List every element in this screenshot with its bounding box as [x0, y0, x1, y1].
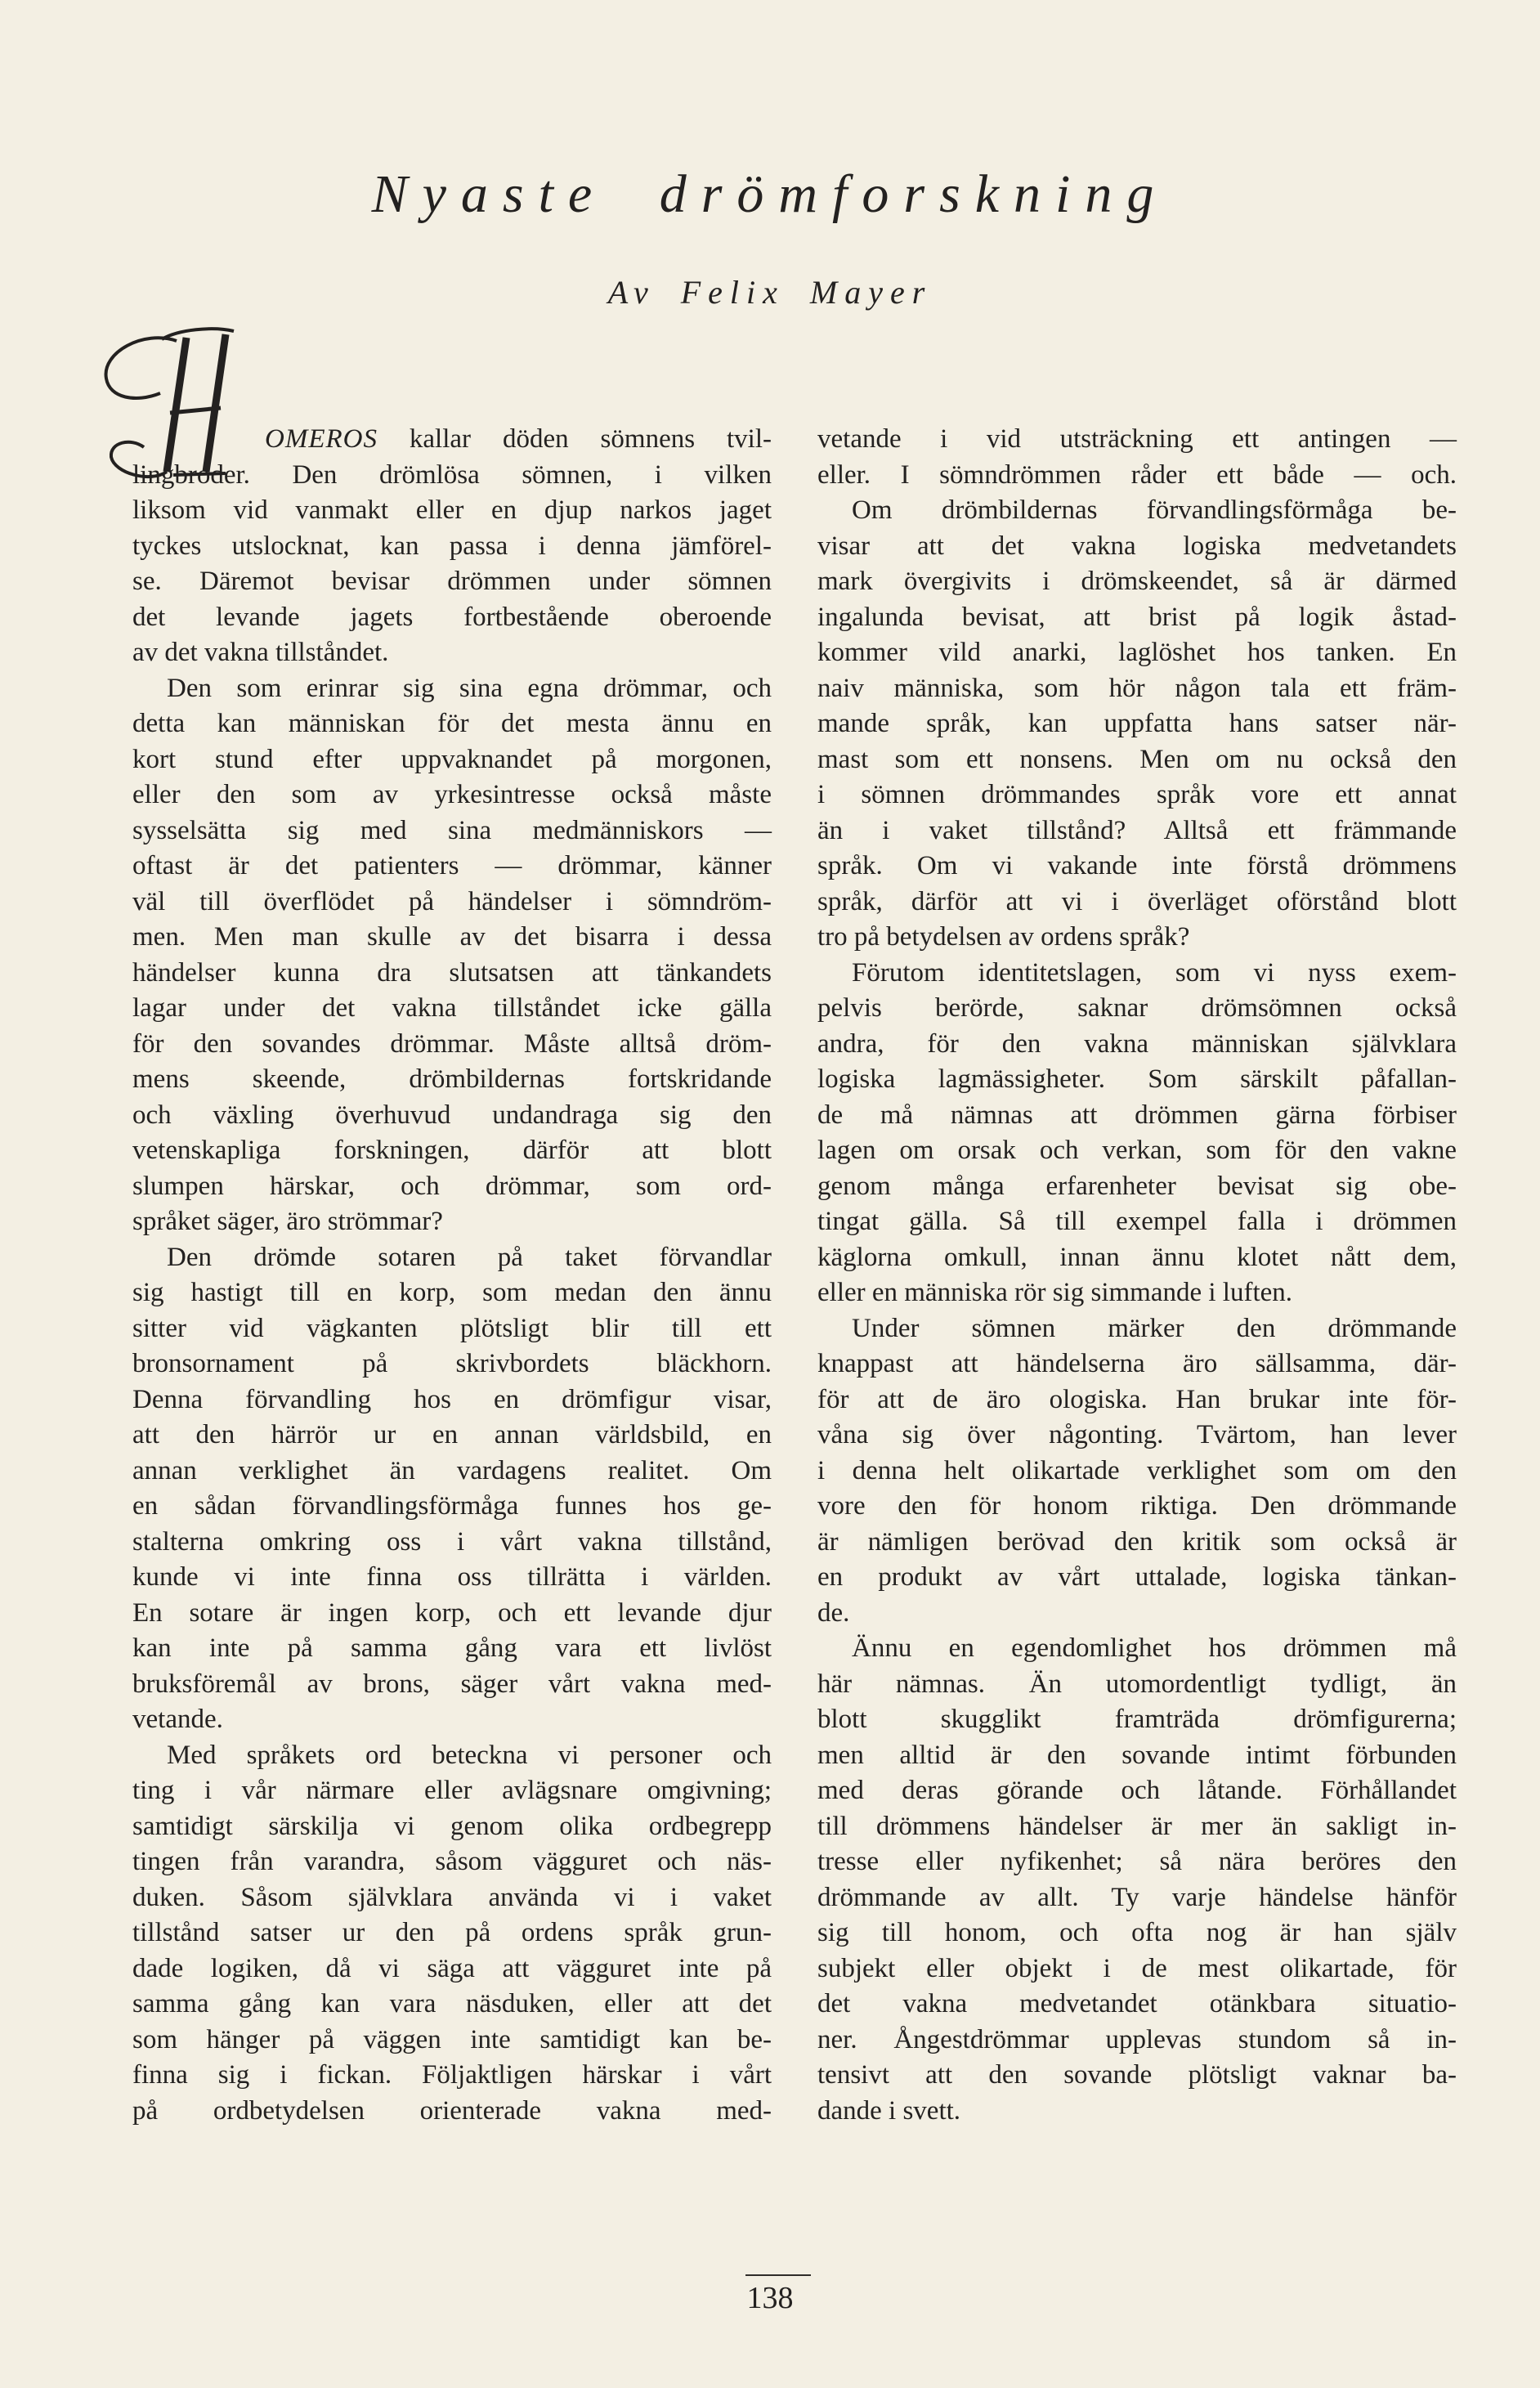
page-number: 138 — [746, 2281, 794, 2315]
right-line: men alltid är den sovande intimt förbunden — [817, 1740, 1457, 1770]
left-line: slumpen härskar, och drömmar, som ord- — [132, 1171, 772, 1201]
article-byline: Av Felix Mayer — [607, 274, 933, 311]
left-line: som hänger på väggen inte samtidigt kan be- — [132, 2024, 772, 2054]
left-line: sig hastigt till en korp, som medan den ännu — [132, 1278, 772, 1307]
left-line: bruksföremål av brons, säger vårt vakna med- — [132, 1669, 772, 1699]
left-line: OMEROS kallar döden sömnens tvil- — [265, 424, 772, 454]
right-line: Om drömbildernas förvandlingsförmåga be- — [852, 495, 1457, 525]
right-column — [817, 422, 1457, 2129]
right-line: är nämligen berövad den kritik som också är — [817, 1526, 1457, 1557]
right-line: det vakna medvetandet otänkbara situatio- — [817, 1989, 1457, 2018]
left-line: av det vakna tillståndet. — [132, 638, 389, 667]
right-line: i denna helt olikartade verklighet som om den — [817, 1455, 1457, 1485]
right-line: mande språk, kan uppfatta hans satser när- — [817, 709, 1457, 738]
right-line: våna sig över någonting. Tvärtom, han lever — [817, 1420, 1457, 1449]
right-line: till drömmens händelser är mer än sakligt in- — [817, 1811, 1457, 1841]
right-line: för att de äro ologiska. Han brukar inte för- — [817, 1384, 1457, 1414]
right-line: käglorna omkull, innan ännu klotet nått dem, — [817, 1242, 1457, 1272]
right-line: drömmande av allt. Ty varje händelse hänför — [817, 1882, 1457, 1912]
left-line: finna sig i fickan. Följaktligen härskar i vårt — [132, 2060, 772, 2090]
right-line: de. — [817, 1597, 850, 1628]
left-line: väl till överflödet på händelser i sömndröm- — [132, 886, 772, 916]
right-line: tresse eller nyfikenhet; så nära beröres den — [817, 1847, 1457, 1876]
right-line: sig till honom, och ofta nog är han själv — [817, 1918, 1457, 1947]
left-line: kort stund efter uppvaknandet på morgonen, — [132, 744, 772, 774]
left-line: Denna förvandling hos en drömfigur visar, — [132, 1384, 772, 1414]
left-line: en sådan förvandlingsförmåga funnes hos ge- — [132, 1491, 772, 1521]
left-line: språket säger, äro strömmar? — [132, 1207, 443, 1236]
left-line: vetenskapliga forskningen, därför att blott — [132, 1136, 772, 1165]
right-line: subjekt eller objekt i de mest olikartade, för — [817, 1953, 1457, 1983]
left-line: mens skeende, drömbildernas fortskridande — [132, 1064, 772, 1094]
left-line: eller den som av yrkesintresse också måste — [132, 780, 772, 809]
left-line: och växling överhuvud undandraga sig den — [132, 1100, 772, 1130]
right-line: med deras görande och låtande. Förhållandet — [817, 1776, 1457, 1805]
left-line: ting i vår närmare eller avlägsnare omgivning; — [132, 1776, 772, 1805]
right-line: tro på betydelsen av ordens språk? — [817, 922, 1190, 952]
left-line: duken. Såsom självklara använda vi i vaket — [132, 1882, 772, 1912]
left-line: lingbroder. Den drömlösa sömnen, i vilken — [132, 459, 772, 490]
left-line: tyckes utslocknat, kan passa i denna jämförel- — [132, 531, 772, 561]
right-line: vetande i vid utsträckning ett antingen — — [817, 424, 1457, 454]
right-line: språk, därför att vi i överläget oförstånd blott — [817, 886, 1457, 916]
article-title: Nyaste drömforskning — [371, 164, 1169, 224]
right-line: språk. Om vi vakande inte förstå drömmens — [817, 851, 1457, 880]
right-line: Förutom identitetslagen, som vi nyss exem- — [852, 957, 1457, 988]
right-line: kommer vild anarki, laglöshet hos tanken. En — [817, 638, 1457, 667]
left-line: vetande. — [132, 1705, 223, 1734]
right-line: pelvis berörde, saknar drömsömnen också — [817, 993, 1457, 1023]
left-line: dade logiken, då vi säga att vägguret inte på — [132, 1953, 772, 1983]
left-column — [132, 422, 772, 2129]
left-line: kan inte på samma gång vara ett livlöst — [132, 1633, 772, 1663]
left-line: bronsornament på skrivbordets bläckhorn. — [132, 1349, 772, 1378]
left-line: på ordbetydelsen orienterade vakna med- — [132, 2095, 772, 2126]
left-line: Med språkets ord beteckna vi personer och — [167, 1740, 772, 1770]
right-line: Under sömnen märker den drömmande — [852, 1313, 1457, 1343]
left-line: detta kan människan för det mesta ännu en — [132, 709, 772, 738]
left-line: det levande jagets fortbestående oberoende — [132, 602, 772, 632]
first-word: OMEROS — [265, 424, 378, 454]
right-line: ner. Ångestdrömmar upplevas stundom så in- — [817, 2024, 1457, 2054]
left-line: kunde vi inte finna oss tillrätta i världen. — [132, 1562, 772, 1592]
right-line: genom många erfarenheter bevisat sig obe- — [817, 1171, 1457, 1201]
left-line: men. Men man skulle av det bisarra i dessa — [132, 922, 772, 952]
right-line: visar att det vakna logiska medvetandets — [817, 531, 1457, 561]
right-line: dande i svett. — [817, 2095, 961, 2126]
left-line: samtidigt särskilja vi genom olika ordbegrepp — [132, 1811, 772, 1841]
left-line: Den drömde sotaren på taket förvandlar — [167, 1242, 772, 1272]
left-line: stalterna omkring oss i vårt vakna tillstånd, — [132, 1526, 772, 1557]
right-line: än i vaket tillstånd? Alltså ett främmande — [817, 815, 1457, 845]
left-line: Den som erinrar sig sina egna drömmar, och — [167, 673, 772, 703]
right-line: logiska lagmässigheter. Som särskilt påfallan- — [817, 1064, 1457, 1094]
right-line: mast som ett nonsens. Men om nu också den — [817, 744, 1457, 774]
left-line: lagar under det vakna tillståndet icke gälla — [132, 993, 772, 1023]
right-line: vore den för honom riktiga. Den drömmande — [817, 1491, 1457, 1521]
left-line: annan verklighet än vardagens realitet. Om — [132, 1455, 772, 1485]
right-line: ingalunda bevisat, att brist på logik åstad- — [817, 602, 1457, 632]
left-line: sitter vid vägkanten plötsligt blir till ett — [132, 1313, 772, 1343]
right-line: blott skugglikt framträda drömfigurerna; — [817, 1705, 1457, 1734]
right-line: tingat gälla. Så till exempel falla i drömmen — [817, 1207, 1457, 1236]
left-line: sysselsätta sig med sina medmänniskors — — [132, 815, 772, 845]
right-line: naiv människa, som hör någon tala ett främ- — [817, 673, 1457, 703]
left-line: liksom vid vanmakt eller en djup narkos jaget — [132, 495, 772, 525]
left-line: samma gång kan vara näsduken, eller att det — [132, 1989, 772, 2018]
left-line: för den sovandes drömmar. Måste alltså dröm- — [132, 1028, 772, 1059]
right-line: mark övergivits i drömskeendet, så är därmed — [817, 567, 1457, 596]
right-line: eller. I sömndrömmen råder ett både — och. — [817, 459, 1457, 490]
right-line: de må nämnas att drömmen gärna förbiser — [817, 1100, 1457, 1130]
page-rule — [745, 2274, 811, 2276]
left-line: händelser kunna dra slutsatsen att tänkandets — [132, 957, 772, 988]
left-line: oftast är det patienters — drömmar, känner — [132, 851, 772, 880]
left-line: se. Däremot bevisar drömmen under sömnen — [132, 567, 772, 596]
left-line: tillstånd satser ur den på ordens språk grun- — [132, 1918, 772, 1947]
left-line: tingen från varandra, såsom vägguret och näs- — [132, 1847, 772, 1876]
right-line: här nämnas. Än utomordentligt tydligt, än — [817, 1669, 1457, 1699]
right-line: andra, för den vakna människan självklara — [817, 1028, 1457, 1059]
right-line: tensivt att den sovande plötsligt vaknar ba- — [817, 2060, 1457, 2090]
right-line: lagen om orsak och verkan, som för den vakne — [817, 1136, 1457, 1165]
right-line: knappast att händelserna äro sällsamma, där- — [817, 1349, 1457, 1378]
left-line: En sotare är ingen korp, och ett levande djur — [132, 1597, 772, 1628]
right-line: i sömnen drömmandes språk vore ett annat — [817, 780, 1457, 809]
left-line: att den härrör ur en annan världsbild, en — [132, 1420, 772, 1449]
right-line: eller en människa rör sig simmande i luften. — [817, 1278, 1293, 1307]
right-line: en produkt av vårt uttalade, logiska tänkan- — [817, 1562, 1457, 1592]
right-line: Ännu en egendomlighet hos drömmen må — [852, 1633, 1457, 1663]
